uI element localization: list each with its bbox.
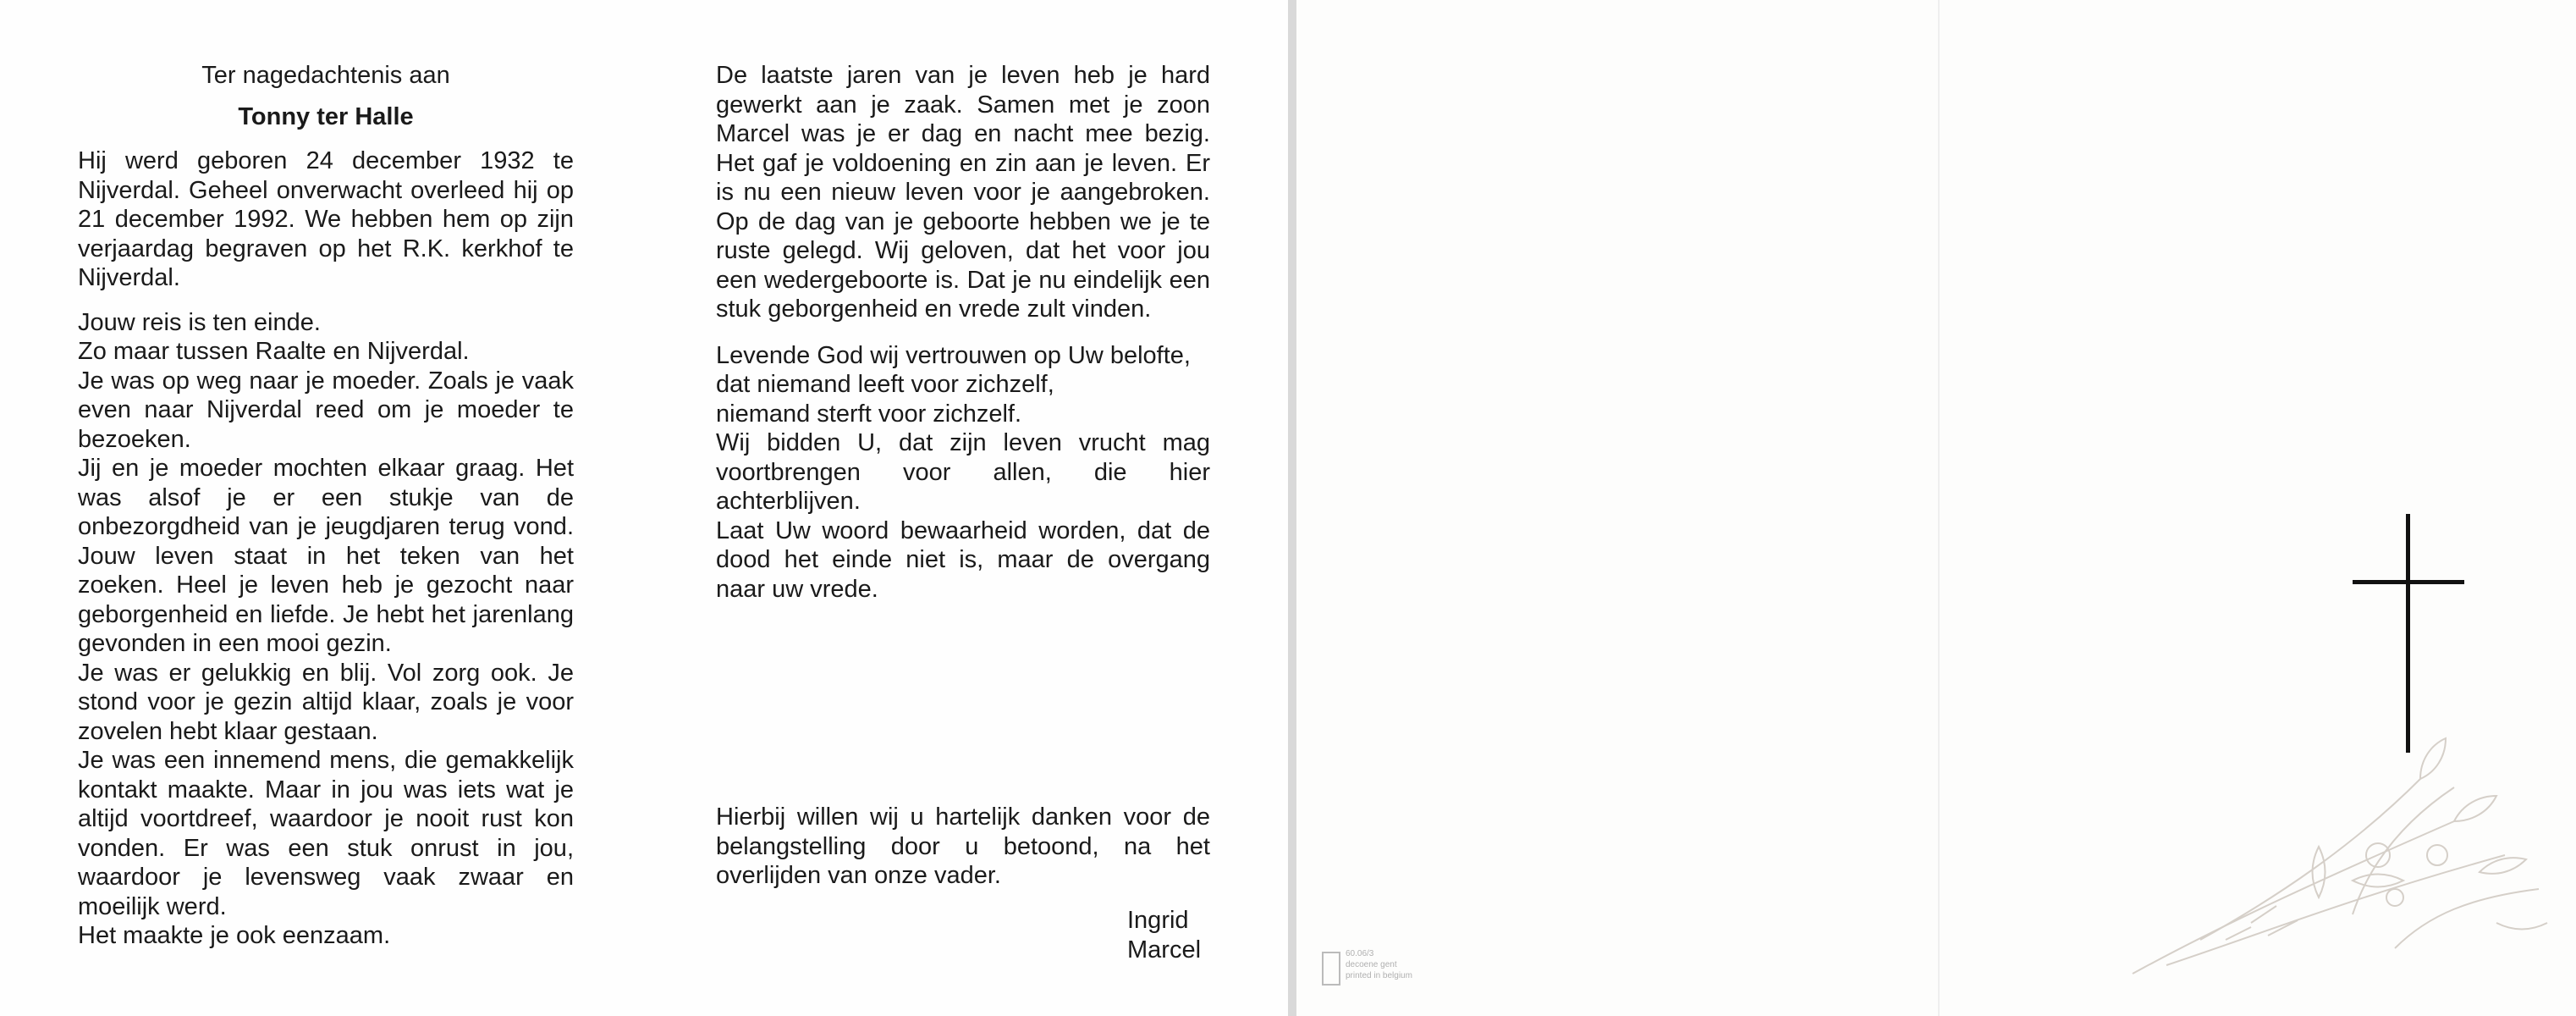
publisher-logo-icon (1322, 952, 1340, 986)
prayer-line: dat niemand leeft voor zichzelf, (716, 371, 1054, 398)
memorial-paragraph: De laatste jaren van je leven heb je hard gewerkt aan je zaak. Samen met je zoon Marcel was je er dag en nacht mee bezig. Het gaf je voldoening en zin aan je leven. Er is nu een nieuw leven voor je aangebroken. Op de dag van je geboorte hebben we je te ruste gelegd. Wij geloven, dat het voor jou een wedergeboorte is. Dat je nu eindelijk een stuk geborgenheid en vrede zult vinden. (716, 62, 1210, 323)
poem-line: Het maakte je ook eenzaam. (78, 922, 391, 949)
poem-paragraph: Je was op weg naar je moeder. Zoals je vaak even naar Nijverdal reed om je moeder te bezoeken. (78, 367, 574, 453)
publisher-printed: printed in belgium (1346, 971, 1412, 980)
poem-paragraph: Jij en je moeder mochten elkaar graag. Het was alsof je er een stukje van de onbezorgdheid van je jeugdjaren terug vond. Jouw leven staat in het teken van het zoeken. Heel je leven heb je gezocht naar geborgenheid en liefde. Je hebt het jarenlang gevonden in een mooi gezin. (78, 455, 574, 657)
prayer-paragraph: Wij bidden U, dat zijn leven vrucht mag voortbrengen voor allen, die hier achterblijven. (716, 429, 1210, 515)
signatures (1127, 906, 1201, 964)
poem-line: Zo maar tussen Raalte en Nijverdal. (78, 338, 470, 365)
left-column (78, 61, 574, 951)
scan-gap (1288, 0, 1296, 1016)
publisher-imprint (1322, 948, 1457, 991)
intro-paragraph: Hij werd geboren 24 december 1932 te Nijverdal. Geheel onverwacht overleed hij op 21 december 1992. We hebben hem op zijn verjaardag begraven op het R.K. kerkhof te Nijverdal. (78, 147, 574, 291)
poem-line: Jouw reis is ten einde. (78, 308, 321, 336)
memorial-heading: Ter nagedachtenis aan (201, 62, 450, 89)
signature-name: Ingrid (1127, 907, 1189, 934)
cross-icon (2406, 514, 2410, 753)
prayer-line: niemand sterft voor zichzelf. (716, 400, 1022, 428)
floral-ornament-icon (2099, 728, 2556, 982)
deceased-name: Tonny ter Halle (238, 102, 414, 130)
publisher-name: decoene gent (1346, 960, 1397, 969)
signature-name: Marcel (1127, 936, 1202, 964)
poem-paragraph: Je was er gelukkig en blij. Vol zorg ook. Je stond voor je gezin altijd klaar, zoals je voor zovelen hebt klaar gestaan. (78, 659, 574, 745)
cross-bar (2353, 580, 2464, 584)
poem-paragraph: Je was een innemend mens, die gemakkelijk kontakt maakte. Maar in jou was iets wat je altijd voortdreef, waardoor je nooit rust kon vonden. Er was een stuk onrust in jou, waardoor je levensweg vaak zwaar en moeilijk werd. (78, 747, 574, 920)
prayer-line: Levende God wij vertrouwen op Uw belofte, (716, 341, 1191, 369)
prayer-paragraph: Laat Uw woord bewaarheid worden, dat de dood het einde niet is, maar de overgang naar uw vrede. (716, 516, 1210, 603)
thanks-paragraph: Hierbij willen wij u hartelijk danken voor de belangstelling door u betoond, na het overlijden van onze vader. (716, 803, 1210, 889)
card-fold (1938, 0, 1940, 1016)
middle-column (716, 61, 1210, 604)
publisher-code: 60.06/3 (1346, 949, 1374, 958)
